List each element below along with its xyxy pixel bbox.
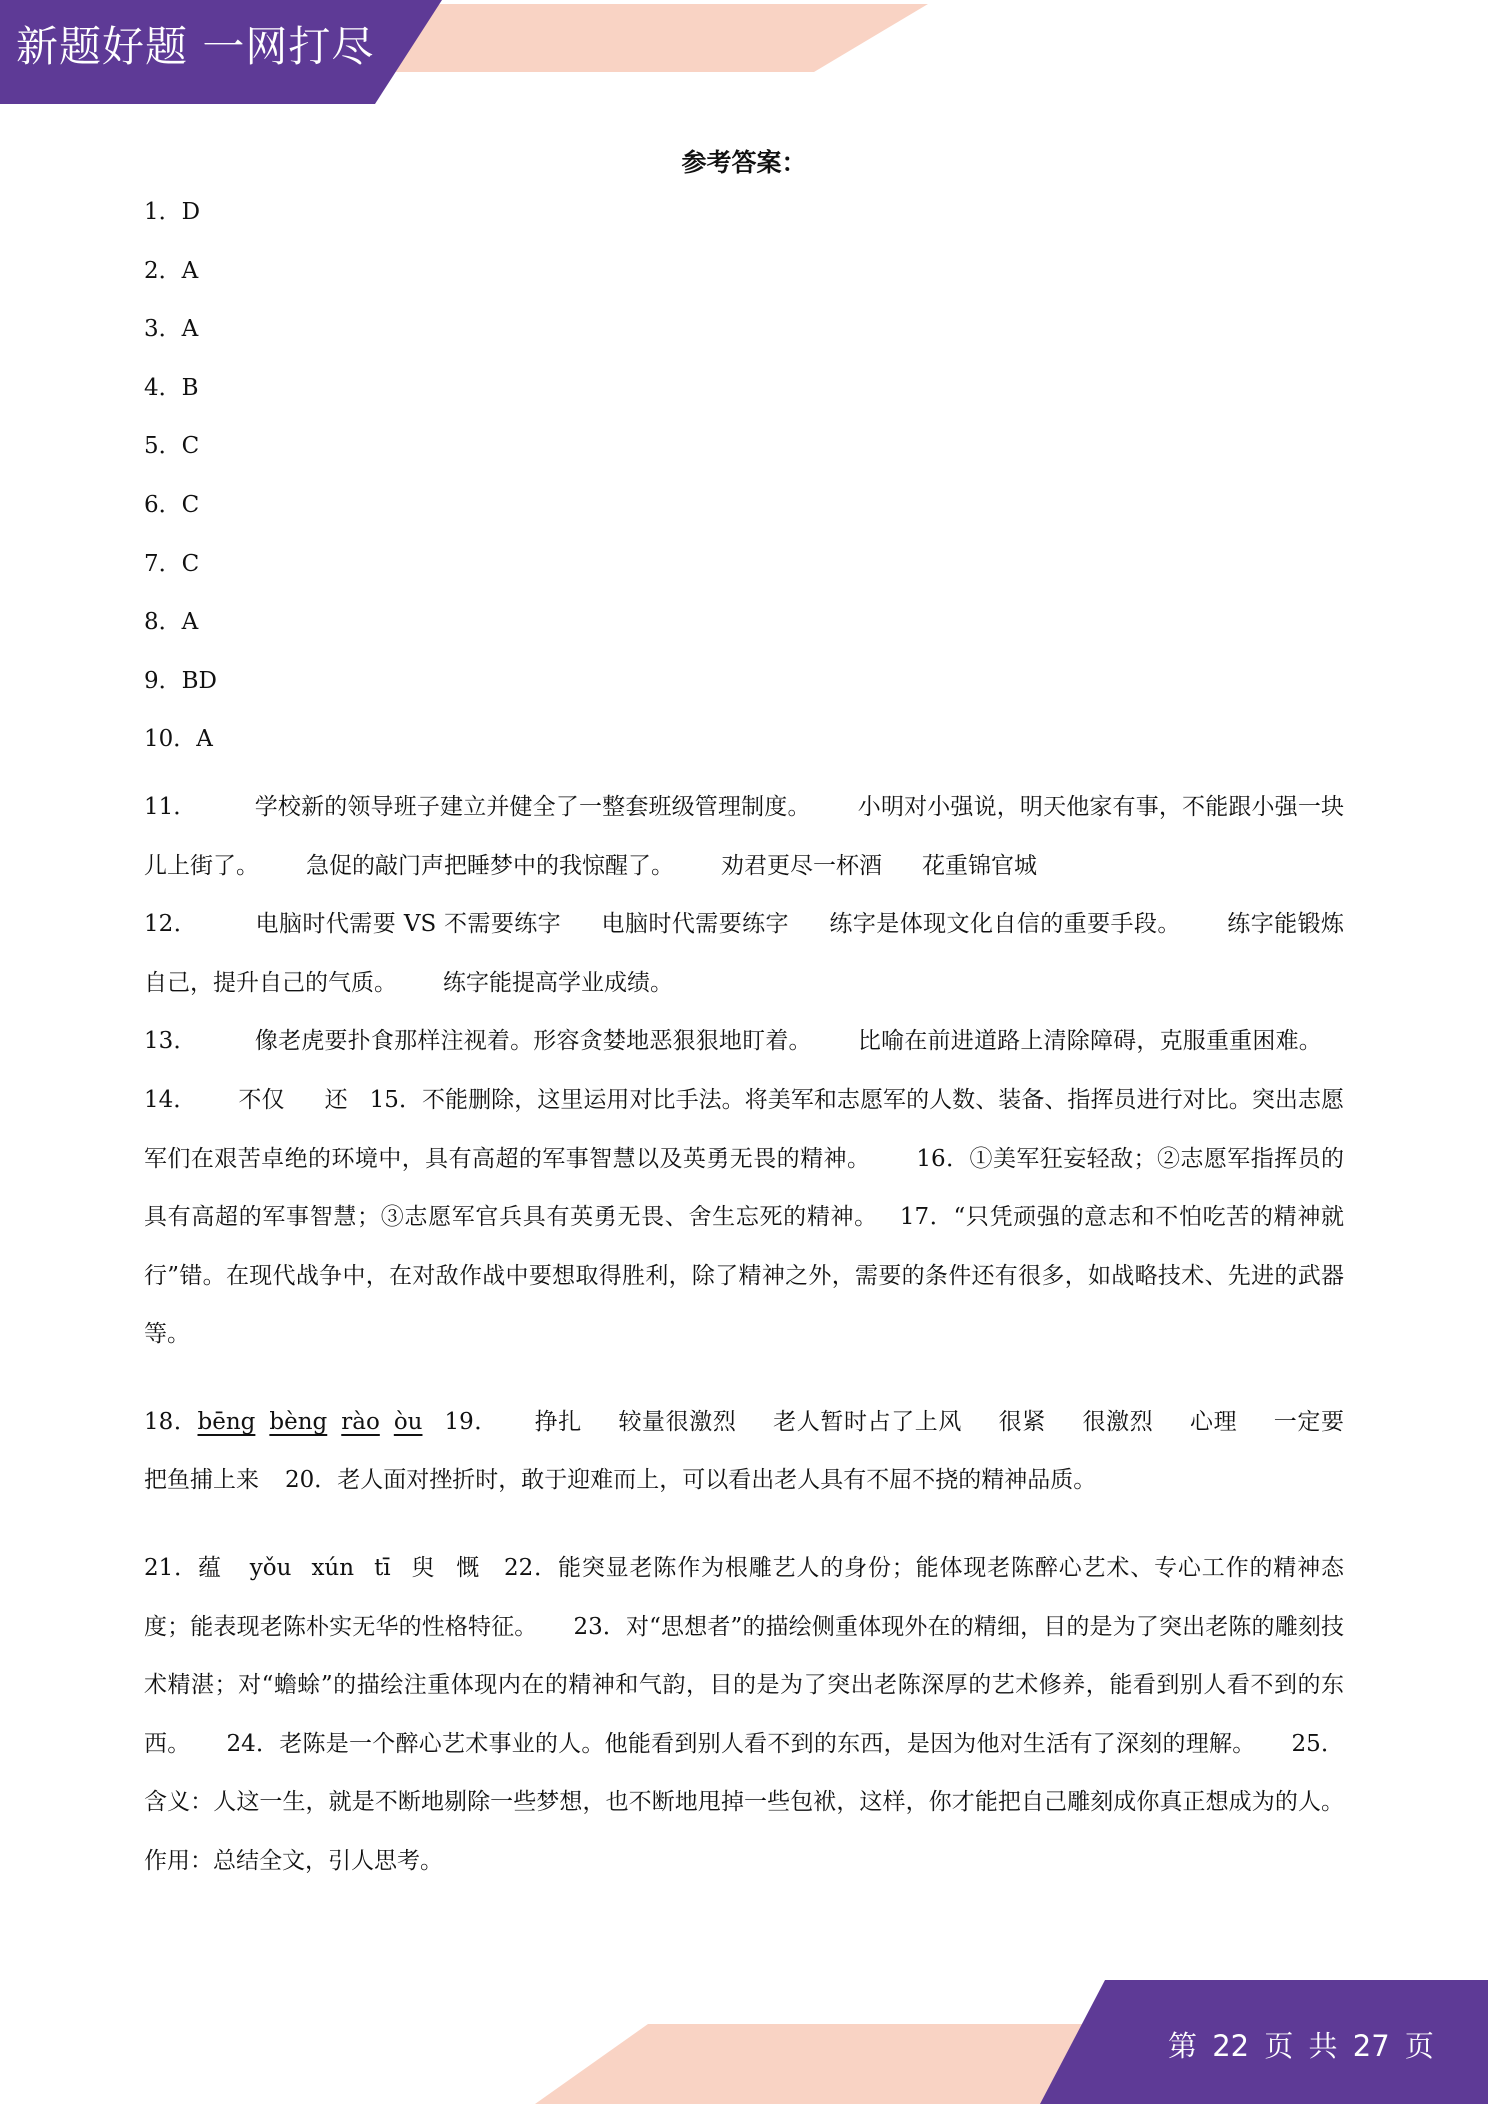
footer-peach-band [535, 2024, 1118, 2104]
answer-text: 急促的敲门声把睡梦中的我惊醒了。 [306, 852, 674, 879]
answer-item: 8．A [144, 609, 199, 636]
answer-item: 4．B [144, 374, 199, 401]
answer-text: 心理 [1189, 1408, 1238, 1435]
pinyin-answer: xún [311, 1555, 355, 1582]
answer-text: 很激烈 [1081, 1408, 1154, 1435]
answer-list [144, 192, 1344, 1891]
answer-text: 20．老人面对挫折时，敢于迎难而上，可以看出老人具有不屈不挠的精神品质。 [285, 1467, 1097, 1494]
answer-text: 蕴 [197, 1555, 222, 1582]
answer-text: 较量很激烈 [617, 1408, 737, 1435]
pinyin-answer: bèng [269, 1408, 328, 1435]
answer-text: 比喻在前进道路上清除障碍，克服重重困难。 [857, 1028, 1322, 1055]
answer-text: 练字能锻炼自己，提升自己的气质。 [144, 911, 1344, 996]
question-number: 18． [144, 1408, 198, 1435]
brand-title: 新题好题 一网打尽 [16, 22, 375, 71]
pinyin-answer: òu [393, 1408, 423, 1435]
answer-item: 5．C [144, 433, 200, 460]
answer-text: 臾 [410, 1555, 436, 1582]
answer-text: 小明对小强说，明天他家有事，不能跟小强一块儿上街了。 [144, 793, 1345, 879]
answer-item: 10．A [144, 726, 213, 753]
answer-heading: 参考答案： [681, 148, 807, 177]
answer-text: 16．①美军狂妄轻敌；②志愿军指挥员的具有高超的军事智慧；③志愿军官兵具有英勇无畏、舍生忘死的精神。 [144, 1145, 1344, 1231]
answer-text: 15．不能删除，这里运用对比手法。将美军和志愿军的人数、装备、指挥员进行对比。突出志愿军们在艰苦卓绝的环境中，具有高超的军事智慧以及英勇无畏的精神。 [144, 1086, 1344, 1172]
answer-text: 23．对“思想者”的描绘侧重体现外在的精细，目的是为了突出老陈的雕刻技术精湛；对“蟾蜍”的描绘注重体现内在的精神和气韵，目的是为了突出老陈深厚的艺术修养，能看到别人看不到的东西。 [144, 1613, 1344, 1757]
answer-text: 25．含义：人这一生，就是不断地剔除一些梦想，也不断地甩掉一些包袱，这样，你才能把自己雕刻成你真正想成为的人。作用：总结全文，引人思考。 [144, 1730, 1344, 1875]
answer-text: 不仅 [238, 1086, 285, 1113]
answer-item: 2．A [144, 257, 199, 284]
answer-text: 练字是体现文化自信的重要手段。 [828, 911, 1181, 938]
answer-paragraph-q13-17 [144, 1012, 1344, 1364]
answer-item: 1．D [144, 199, 201, 225]
answer-text: 慨 [455, 1555, 481, 1582]
pinyin-answer: bēng [197, 1408, 256, 1435]
pinyin-answer: yǒu [249, 1555, 292, 1582]
answer-text: 劝君更尽一杯酒 [721, 852, 882, 879]
answer-item: 7．C [144, 550, 200, 577]
question-number: 11． [144, 793, 197, 820]
question-number: 12． [144, 911, 198, 938]
question-number: 19． [444, 1408, 498, 1435]
answer-text: 挣扎 [533, 1408, 582, 1435]
question-number: 14． [144, 1086, 197, 1113]
answer-text: 电脑时代需要 VS 不需要练字 [255, 911, 562, 938]
answer-text: 花重锦官城 [922, 852, 1037, 879]
pinyin-answer: rào [341, 1408, 380, 1435]
answer-text: 22．能突显老陈作为根雕艺人的身份；能体现老陈醉心艺术、专心工作的精神态度；能表现老陈朴实无华的性格特征。 [144, 1555, 1344, 1640]
answer-text: 电脑时代需要练字 [601, 911, 789, 938]
pinyin-answer: tī [374, 1555, 391, 1582]
answer-item: 6．C [144, 491, 200, 518]
answer-text: 练字能提高学业成绩。 [443, 969, 673, 996]
answer-paragraph-q18-20 [144, 1393, 1344, 1510]
question-number: 13． [144, 1028, 197, 1055]
answer-text: 还 [324, 1086, 348, 1113]
question-number: 21． [144, 1555, 198, 1582]
answer-text: 24．老陈是一个醉心艺术事业的人。他能看到别人看不到的东西，是因为他对生活有了深刻的理解。 [226, 1730, 1256, 1757]
page-number: 第 22 页 共 27 页 [1168, 2029, 1434, 2063]
answer-text: 很紧 [998, 1408, 1046, 1435]
answer-text: 学校新的领导班子建立并健全了一整套班级管理制度。 [254, 793, 811, 820]
answer-item: 9．BD [144, 667, 217, 694]
answer-paragraph-q12 [144, 895, 1344, 1012]
answer-text: 一定要把鱼捕上来 [144, 1408, 1345, 1494]
answer-paragraph-q21-25 [144, 1539, 1344, 1891]
answer-item: 3．A [144, 316, 199, 343]
answer-text: 老人暂时占了上风 [772, 1408, 963, 1435]
answer-text: 像老虎要扑食那样注视着。形容贪婪地恶狠狠地盯着。 [254, 1028, 812, 1055]
answer-paragraph-q11 [144, 778, 1344, 895]
answer-text: 17．“只凭顽强的意志和不怕吃苦的精神就行”错。在现代战争中，在对敌作战中要想取得胜利，除了精神之外，需要的条件还有很多，如战略技术、先进的武器等。 [144, 1204, 1344, 1348]
